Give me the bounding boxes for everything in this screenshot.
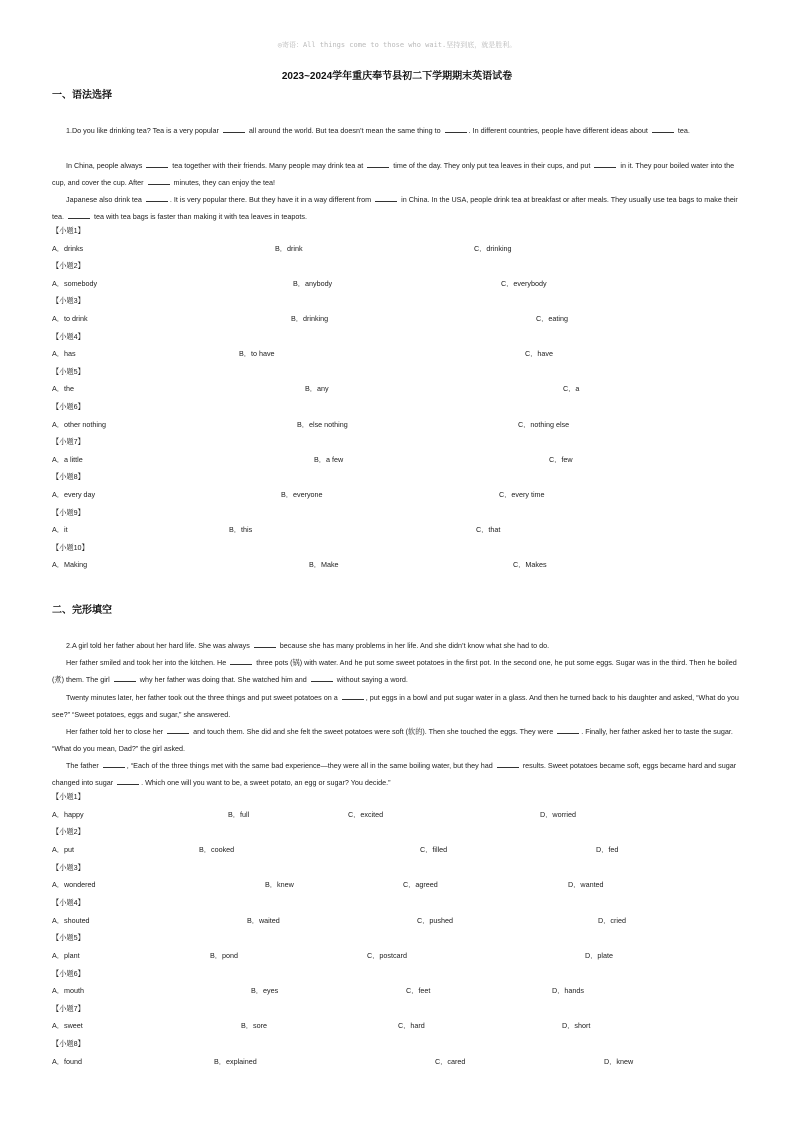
answer-option[interactable]: C．nothing else (518, 419, 570, 429)
answer-blank (557, 726, 579, 734)
passage-text: in it. They pour boiled water into the cup, and cover the cup. After (52, 161, 735, 188)
answer-option[interactable]: B．full (228, 809, 250, 819)
page-title: 2023~2024学年重庆奉节县初二下学期期末英语试卷 (281, 71, 513, 82)
section-heading-grammar: 一、语法选择 (52, 90, 112, 101)
answer-option[interactable]: A．found (52, 1056, 82, 1066)
answer-option[interactable]: B．Make (309, 560, 339, 570)
question-label: 【小题4】 (52, 331, 85, 341)
answer-option[interactable]: D．cried (598, 915, 626, 925)
question-label: 【小题8】 (52, 1039, 85, 1049)
answer-blank (497, 760, 519, 768)
answer-option[interactable]: B．cooked (199, 844, 235, 854)
passage-text: Her father told her to close her (66, 727, 166, 736)
passage-text: Japanese also drink tea (66, 195, 144, 204)
question-label: 【小题5】 (52, 933, 85, 943)
passage-text: tea with tea bags is faster than making it with tea leaves in teapots. (92, 212, 307, 222)
answer-blank (652, 125, 674, 133)
answer-option[interactable]: C．everybody (501, 278, 547, 288)
question-label: 【小题4】 (52, 897, 85, 907)
answer-blank (146, 194, 168, 202)
answer-option[interactable]: B．else nothing (297, 419, 348, 429)
passage-text: minutes, they can enjoy the tea! (171, 178, 275, 188)
passage-text: because she has many problems in her life. And she didn’t know what she had to do. (277, 641, 550, 650)
answer-option[interactable]: A．the (52, 384, 74, 394)
question-label: 【小题1】 (52, 226, 85, 235)
answer-blank (254, 640, 276, 648)
answer-blank (223, 125, 245, 133)
answer-option[interactable]: C．have (525, 349, 553, 359)
passage-text: 1.Do you like drinking tea? Tea is a very popular (66, 126, 221, 135)
passage-text: In China, people always (66, 161, 145, 170)
passage-text: . Finally, her father asked her to taste the sugar. “What do you mean, Dad?” the girl asked. (52, 727, 733, 754)
answer-option[interactable]: C．hard (398, 1021, 425, 1031)
answer-option[interactable]: D．short (562, 1021, 591, 1031)
answer-option[interactable]: C．cared (435, 1056, 466, 1066)
answer-blank (114, 674, 136, 682)
question-label: 【小题2】 (52, 261, 85, 271)
passage-text: . In different countries, people have different ideas about (468, 126, 650, 135)
answer-blank (146, 160, 168, 168)
answer-option[interactable]: A．somebody (52, 278, 98, 288)
passage-text: why her father was doing that. She watched him and (137, 675, 309, 685)
answer-option[interactable]: A．other nothing (52, 419, 106, 429)
answer-option[interactable]: B．anybody (293, 278, 333, 288)
answer-option[interactable]: C．excited (348, 809, 384, 819)
question-label: 【小题3】 (52, 296, 85, 306)
question-label: 【小题9】 (52, 507, 85, 517)
passage-paragraph (52, 689, 744, 723)
answer-option[interactable]: B．any (305, 384, 329, 394)
answer-option[interactable]: A．drinks (52, 243, 84, 253)
passage-text: and touch them. She did and she felt the sweet potatoes were soft (软的). Then she touched the eggs. They were (191, 727, 556, 736)
answer-option[interactable]: B．sore (241, 1021, 267, 1031)
answer-option[interactable]: B．to have (239, 349, 275, 359)
answer-blank (68, 211, 90, 219)
answer-option[interactable]: A．plant (52, 950, 80, 960)
answer-option[interactable]: A．to drink (52, 314, 88, 323)
answer-option[interactable]: B．knew (265, 880, 294, 890)
answer-blank (311, 674, 333, 682)
answer-option[interactable]: A．wondered (52, 880, 96, 890)
question-label: 【小题3】 (52, 862, 85, 872)
answer-option[interactable]: C．few (549, 454, 573, 464)
answer-blank (367, 160, 389, 168)
question-label: 【小题6】 (52, 402, 85, 411)
passage-text: , put eggs in a bowl and put sugar water in a glass. And then he turned back to his daughter and asked, “What do you see?” “Sweet potatoes, eggs and sugar,” she answered. (52, 693, 739, 720)
question-label: 【小题8】 (52, 472, 85, 482)
answer-option[interactable]: C．feet (406, 986, 431, 996)
answer-option[interactable]: B．this (229, 525, 253, 535)
answer-option[interactable]: A．sweet (52, 1021, 83, 1031)
passage-text: Twenty minutes later, her father took out the three things and put sweet potatoes on a (66, 693, 340, 702)
passage-text: time of the day. They only put tea leaves in their cups, and put (391, 161, 593, 170)
passage-paragraph (52, 654, 744, 688)
answer-option[interactable]: C．filled (420, 844, 448, 854)
answer-option[interactable]: A．has (52, 349, 76, 359)
answer-option[interactable]: C．every time (499, 490, 545, 499)
answer-option[interactable]: D．hands (552, 986, 584, 996)
answer-option[interactable]: A．put (52, 844, 74, 854)
answer-blank (230, 657, 252, 665)
answer-blank (103, 760, 125, 768)
answer-option[interactable]: A．every day (52, 490, 96, 499)
passage-paragraph (52, 157, 744, 191)
passage-paragraph (52, 637, 744, 654)
section-heading-cloze: 二、完形填空 (52, 605, 112, 616)
answer-option[interactable]: C．that (476, 525, 501, 535)
passage-text: three pots (锅) with water. And he put some sweet potatoes in the first pot. In the second one, he put some eggs. Sugar was in the third. Then he boiled (煮) them. The girl (52, 658, 737, 685)
answer-option[interactable]: C．drinking (474, 243, 512, 253)
answer-option[interactable]: A．Making (52, 560, 88, 570)
answer-option[interactable]: C．pushed (417, 915, 453, 925)
question-label: 【小题7】 (52, 437, 85, 447)
answer-option[interactable]: B．waited (247, 915, 280, 925)
question-label: 【小题7】 (52, 1003, 85, 1013)
passage-text: results. Sweet potatoes became soft, eggs became hard and sugar changed into sugar (52, 761, 737, 788)
answer-option[interactable]: D．fed (596, 844, 619, 854)
passage-text: , “Each of the three things met with the same bad experience—they were all in the same boiling water, but they had (126, 761, 495, 770)
passage-text: 2.A girl told her father about her hard life. She was always (66, 641, 252, 650)
answer-option[interactable]: D．plate (585, 950, 613, 960)
passage-paragraph (52, 122, 744, 139)
passage-paragraph (52, 191, 744, 225)
question-label: 【小题2】 (52, 827, 85, 837)
passage-paragraph (52, 757, 744, 791)
passage-text: in China. In the USA, people drink tea at breakfast or after meals. They usually use tea bags to make their tea. (52, 195, 738, 222)
answer-option[interactable]: D．knew (604, 1056, 634, 1066)
passage-text: all around the world. But tea doesn’t mean the same thing to (246, 126, 443, 135)
watermark: ◎寄语：All things come to those who wait.坚持到底，就是胜利。 (277, 41, 517, 49)
passage-text: without saying a word. (334, 675, 408, 685)
question-label: 【小题5】 (52, 366, 85, 376)
answer-option[interactable]: B．drinking (291, 314, 329, 323)
answer-option[interactable]: A．happy (52, 809, 84, 819)
question-label: 【小题1】 (52, 792, 85, 801)
answer-option[interactable]: D．wanted (568, 880, 604, 890)
answer-option[interactable]: A．it (52, 525, 68, 535)
passage-text: The father (66, 761, 101, 770)
answer-option[interactable]: B．eyes (251, 986, 279, 996)
passage-text: . It is very popular there. But they have it in a way different from (169, 195, 374, 204)
answer-blank (148, 177, 170, 185)
answer-option[interactable]: B．pond (210, 950, 238, 960)
answer-option[interactable]: A．shouted (52, 915, 90, 925)
answer-blank (342, 692, 364, 700)
answer-option[interactable]: C．agreed (403, 880, 438, 890)
answer-option[interactable]: B．explained (214, 1056, 257, 1066)
answer-option[interactable]: B．drink (275, 243, 303, 253)
answer-blank (117, 777, 139, 785)
answer-blank (445, 125, 467, 133)
passage-text: Her father smiled and took her into the kitchen. He (66, 658, 229, 667)
answer-blank (375, 194, 397, 202)
answer-option[interactable]: C．a (563, 384, 580, 394)
answer-option[interactable]: C．Makes (513, 560, 547, 570)
answer-blank (594, 160, 616, 168)
answer-option[interactable]: D．worried (540, 809, 576, 819)
question-label: 【小题6】 (52, 968, 85, 978)
answer-option[interactable]: C．eating (536, 314, 568, 323)
answer-option[interactable]: B．everyone (281, 490, 323, 499)
passage-paragraph (52, 723, 744, 757)
answer-option[interactable]: C．postcard (367, 950, 407, 960)
answer-option[interactable]: A．mouth (52, 986, 84, 996)
answer-option[interactable]: B．a few (314, 454, 344, 464)
passage-text: . Which one will you want to be, a sweet potato, an egg or sugar? You decide.” (141, 778, 391, 788)
question-label: 【小题10】 (52, 542, 89, 552)
answer-option[interactable]: A．a little (52, 454, 83, 464)
passage-text: tea together with their friends. Many people may drink tea at (170, 161, 366, 170)
passage-text: tea. (675, 126, 690, 135)
answer-blank (167, 726, 189, 734)
